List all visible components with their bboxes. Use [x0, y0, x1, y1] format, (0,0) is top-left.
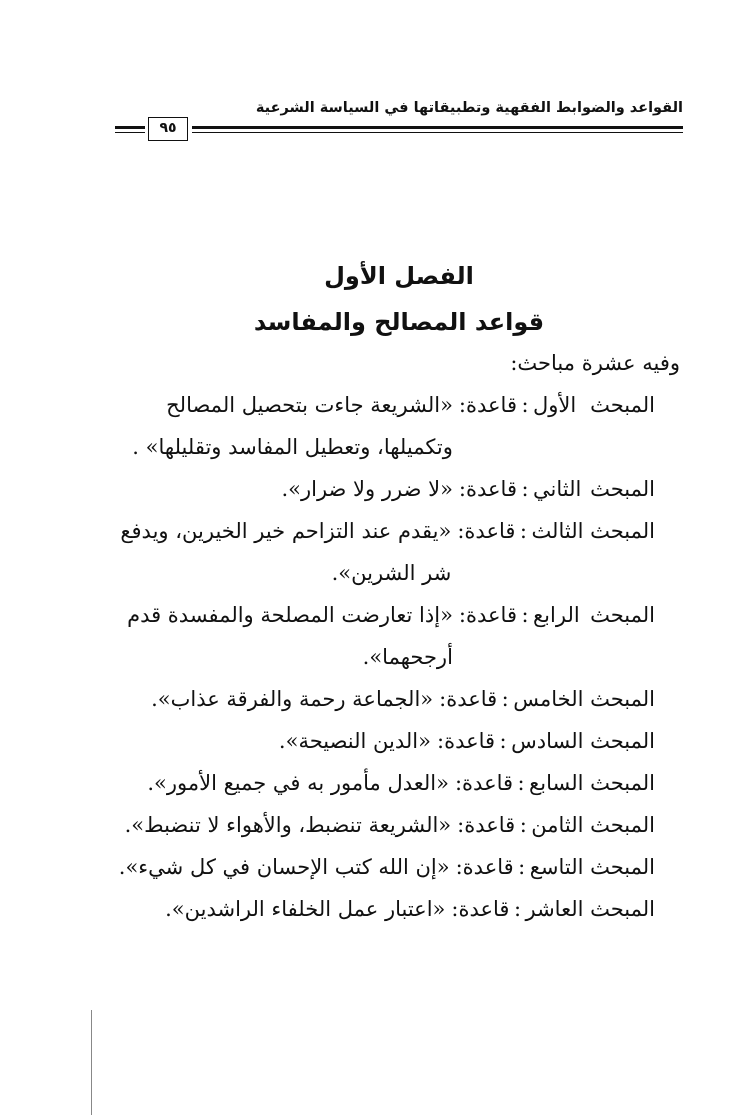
rule-word: قاعدة: [458, 393, 517, 417]
section-item [108, 720, 655, 762]
section-item [108, 510, 655, 594]
separator-colon: : [501, 687, 509, 711]
section-item [108, 384, 655, 468]
running-title: القواعد والضوابط الفقهية وتطبيقاتها في السياسة الشرعية [255, 100, 683, 116]
separator-colon: : [513, 897, 522, 921]
separator-colon: : [518, 855, 526, 879]
page-number: ٩٥ [148, 117, 188, 141]
rule-text: «إن الله كتب الإحسان في كل شيء». [118, 855, 450, 879]
rule-word: قاعدة: [451, 897, 510, 921]
rule-text: «لا ضرر ولا ضرار». [281, 477, 453, 501]
chapter-subtitle: قواعد المصالح والمفاسد [253, 308, 545, 336]
rule-text: «العدل مأمور به في جميع الأمور». [147, 771, 449, 795]
section-label: المبحث الثاني [533, 477, 655, 501]
section-label: المبحث العاشر [525, 897, 655, 921]
separator-colon: : [521, 477, 529, 501]
section-label: المبحث السادس [511, 729, 655, 753]
rule-word: قاعدة: [457, 519, 516, 543]
rule-word: قاعدة: [437, 729, 496, 753]
section-item [108, 888, 655, 930]
rule-word: قاعدة: [439, 687, 498, 711]
separator-colon: : [519, 813, 527, 837]
page-header [115, 100, 683, 140]
rule-word: قاعدة: [458, 603, 517, 627]
section-label: المبحث الرابع [533, 603, 655, 627]
chapter-title: الفصل الأول [324, 262, 474, 290]
rule-text: «الدين النصيحة». [278, 729, 431, 753]
separator-colon: : [517, 771, 525, 795]
rule-text: «إذا تعارضت المصلحة والمفسدة قدم أرجحهما». [127, 603, 453, 669]
separator-colon: : [521, 393, 529, 417]
rule-text: «الشريعة تنضبط، والأهواء لا تنضبط». [124, 813, 452, 837]
header-rule-right [192, 126, 683, 133]
section-item [108, 594, 655, 678]
intro-text: وفيه عشرة مباحث: [510, 351, 680, 375]
rule-word: قاعدة: [454, 771, 514, 795]
rule-word: قاعدة: [455, 855, 514, 879]
rule-word: قاعدة: [458, 477, 517, 501]
separator-colon: : [521, 603, 529, 627]
section-item [108, 678, 655, 720]
header-rule-left [115, 126, 145, 133]
section-label: المبحث الأول [533, 393, 655, 417]
section-item [108, 804, 655, 846]
section-label: المبحث الثالث [531, 519, 655, 543]
separator-colon: : [499, 729, 507, 753]
section-label: المبحث التاسع [529, 855, 655, 879]
scan-margin-line [91, 1010, 92, 1115]
section-item [108, 762, 655, 804]
rule-text: «اعتبار عمل الخلفاء الراشدين». [165, 897, 446, 921]
rule-text: «يقدم عند التزاحم خير الخيرين، ويدفع شر الشرين». [120, 519, 452, 585]
section-label: المبحث الثامن [531, 813, 655, 837]
section-list [108, 342, 680, 930]
section-label: المبحث السابع [529, 771, 655, 795]
separator-colon: : [519, 519, 527, 543]
section-item [108, 468, 655, 510]
rule-word: قاعدة: [457, 813, 516, 837]
section-label: المبحث الخامس [513, 687, 655, 711]
rule-text: «الشريعة جاءت بتحصيل المصالح وتكميلها، وتعطيل المفاسد وتقليلها» . [132, 393, 453, 459]
rule-text: «الجماعة رحمة والفرقة عذاب». [151, 687, 434, 711]
section-item [108, 846, 655, 888]
